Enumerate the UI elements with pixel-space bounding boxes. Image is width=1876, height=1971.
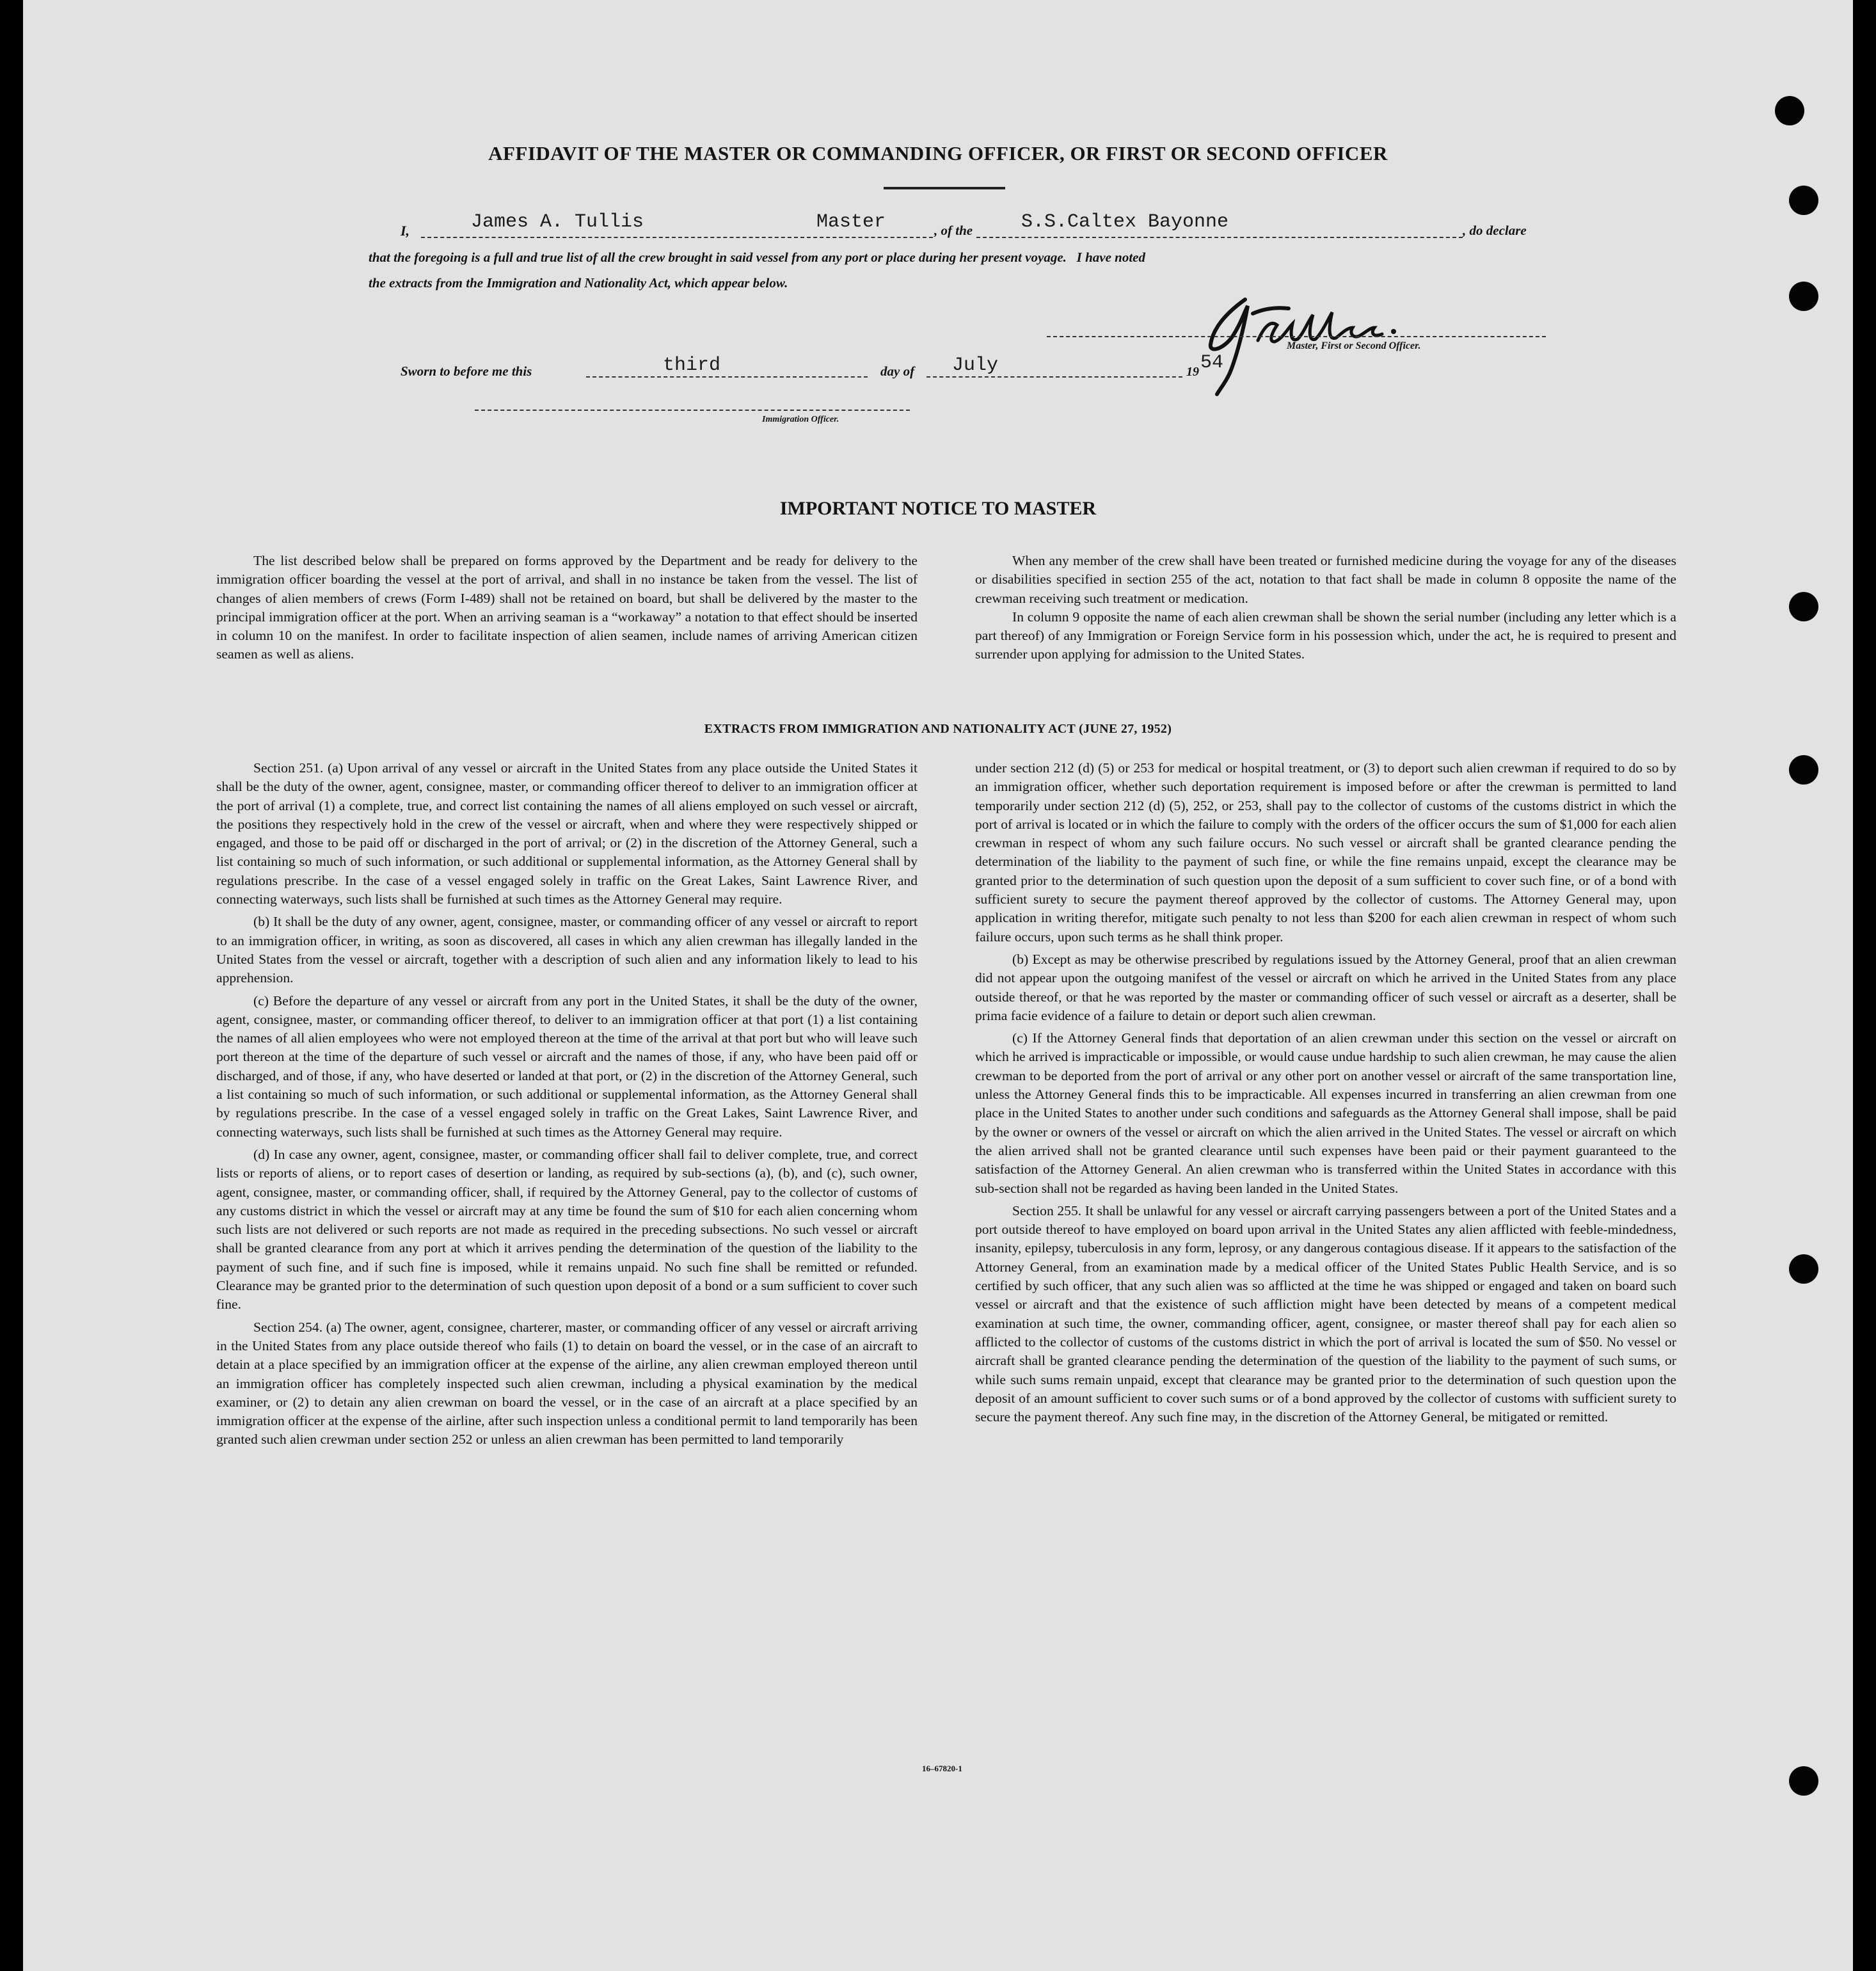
section-254-a: Section 254. (a) The owner, agent, consignee, charterer, master, or commanding officer of any vessel or aircraft arriving in the United States from any place outside thereof who fails (1) to detain on board the vessel, or in the case of an aircraft to detain at a place specified by an immigration officer at the expense of the airline, any alien crewman employed thereon until an immigration officer has completely inspected such alien crewman, including a physical examination by the medical examiner, or (2) to detain any alien crewman on board the vessel, or in the case of an aircraft at a place specified by an immigration officer at the expense of the airline, after such inspection unless a conditional permit to land temporarily has been granted such alien crewman under section 252 or unless an alien crewman has been permitted to land temporarily [216, 1319, 918, 1448]
year-prefix: 19 [1186, 365, 1199, 379]
vessel-name: S.S.Caltex Bayonne [1021, 211, 1229, 233]
of-the-label: , of the [934, 223, 973, 238]
punch-hole [1775, 96, 1804, 125]
year-suffix: 54 [1200, 352, 1224, 374]
section-254-c: (c) If the Attorney General finds that deportation of an alien crewman under this section on the vessel or aircraft on which he arrived is impracticable or impossible, or would cause undue hardship to such alien crewman, he may cause the alien crewman to be deported from the port of arrival or any other port on another vessel or aircraft of the same transportation line, unless the Attorney General finds this to be impracticable. All expenses incurred in transferring an alien crewman from one place in the United States to another under such conditions and safeguards as the Attorney General shall impose, shall be paid by the owner or owners of the vessel or aircraft on which the alien arrived in the United States. The vessel or aircraft on which the alien arrived shall not be granted clearance until such expenses have been paid or their payment guaranteed to the satisfaction of the Attorney General. An alien crewman who is transferred within the United States in accordance with this sub-section shall not be regarded as having been landed in the United States. [975, 1030, 1676, 1196]
master-signature-line [1047, 336, 1546, 337]
sworn-label: Sworn to before me this [401, 363, 532, 379]
sworn-month: July [952, 355, 999, 376]
extracts-left-column [216, 759, 918, 1449]
immigration-officer-line [475, 410, 910, 411]
section-254-b: (b) Except as may be otherwise prescribed by regulations issued by the Attorney General, proof that an alien crewman did not appear upon the outgoing manifest of the vessel or aircraft on which he arrived in the United States from any place outside thereof, or that he was reported by the master or commanding officer of such vessel or aircraft as a deserter, shall be prima facie evidence of a failure to detain or deport such alien crewman. [975, 951, 1676, 1023]
punch-hole [1789, 282, 1818, 311]
do-declare-label: , do declare [1463, 223, 1527, 238]
master-name: James A. Tullis [471, 211, 644, 233]
extracts-title: EXTRACTS FROM IMMIGRATION AND NATIONALITY ACT (JUNE 27, 1952) [704, 722, 1172, 736]
punch-hole [1789, 592, 1818, 621]
vessel-line [976, 237, 1463, 238]
master-rank: Master [816, 211, 886, 233]
notice-left-paragraph: The list described below shall be prepared on forms approved by the Department and be ready for delivery to the immigration officer boarding the vessel at the port of arrival, and shall in no instance be taken from the vessel. The list of changes of alien members of crews (Form I-489) shall not be retained on board, but shall be delivered by the master to the principal immigration officer at the port. When an arriving seaman is a “workaway” a notation to that effect should be inserted in column 10 on the manifest. In order to facilitate inspection of alien seamen, include names of arriving American citizen seamen as well as aliens. [216, 553, 918, 662]
day-of-label: day of [880, 363, 915, 379]
section-251-c: (c) Before the departure of any vessel or aircraft from any port in the United States, it shall be the duty of the owner, agent, consignee, master, or commanding officer thereof, to deliver to an immigration officer at that port (1) a list containing the names of all alien employees who were not employed thereon at the time of the arrival at that port but who will leave such port thereon at the time of the departure of such vessel or aircraft and the names of those, if any, who have been paid off or discharged, and of those, if any, who have deserted or landed at that port, or (2) in the discretion of the Attorney General, such a list containing so much of such information, or such additional or supplemental information, as the Attorney General shall by regulations prescribe. In the case of a vessel engaged solely in traffic on the Great Lakes, Saint Lawrence River, and connecting waterways, such lists shall be furnished at such times as the Attorney General may require. [216, 993, 918, 1140]
section-255: Section 255. It shall be unlawful for any vessel or aircraft carrying passengers between a port of the United States and a port outside thereof to have employed on board upon arrival in the United States any alien afflicted with feeble-mindedness, insanity, epilepsy, tuberculosis in any form, leprosy, or any dangerous contagious disease. If it appears to the satisfaction of the Attorney General, from an examination made by a medical officer of the United States Public Health Service, and is so certified by such officer, that any such alien was so afflicted at the time he was shipped or engaged and taken on board such vessel or aircraft and that the existence of such affliction might have been detected by means of a competent medical examination at such time, the owner, commanding officer, agent, consignee, or master thereof shall pay for each alien so afflicted to the collector of customs of the customs district in which the port of arrival is located the sum of $50. No vessel or aircraft shall be granted clearance pending the determination of the question of the liability to the payment of such sums, or while such sums remain unpaid, except that clearance may be granted prior to the determination of such question upon the deposit of an amount sufficient to cover such sums or of a bond approved by the collector of customs with sufficient surety to secure the payment thereof. Any such fine may, in the discretion of the Attorney General, be mitigated or remitted. [975, 1202, 1676, 1425]
punch-hole [1789, 1766, 1818, 1796]
notice-title: IMPORTANT NOTICE TO MASTER [779, 498, 1097, 519]
section-251-b: (b) It shall be the duty of any owner, agent, consignee, master, or commanding officer of any vessel or aircraft to report to an immigration officer, in writing, as soon as discovered, all cases in which any alien crewman has illegally landed in the United States from the vessel or aircraft, together with a description of such alien and any information likely to lead to his apprehension. [216, 914, 918, 986]
sworn-month-line [926, 376, 1182, 378]
section-251-a: Section 251. (a) Upon arrival of any vessel or aircraft in the United States from any place outside the United States it shall be the duty of the owner, agent, consignee, master, or commanding officer thereof to deliver to an immigration officer at the port of arrival (1) a complete, true, and correct list containing the names of all aliens employed on such vessel or aircraft, the positions they respectively hold in the crew of the vessel or aircraft, when and where they were respectively shipped or engaged, and those to be paid off or discharged in the port of arrival; or (2) in the discretion of the Attorney General, such a list containing so much of such information, or such additional or supplemental information, as the Attorney General shall by regulations prescribe. In the case of a vessel engaged solely in traffic on the Great Lakes, Saint Lawrence River, and connecting waterways, such lists shall be furnished at such times as the Attorney General may require. [216, 760, 918, 907]
title-divider [884, 187, 1005, 189]
notice-right-column [975, 552, 1676, 664]
declaration-line-1: that the foregoing is a full and true list of all the crew brought in said vessel from any port or place during her present voyage. I have noted [369, 250, 1145, 265]
declaration-line-2: the extracts from the Immigration and Nationality Act, which appear below. [369, 275, 788, 291]
extracts-right-column [975, 759, 1676, 1426]
officer-caption: Immigration Officer. [762, 415, 839, 424]
master-caption: Master, First or Second Officer. [1287, 340, 1421, 351]
punch-hole [1789, 186, 1818, 215]
notice-left-column [216, 552, 918, 664]
sworn-day: third [663, 355, 721, 376]
name-line [421, 237, 933, 238]
section-251-d: (d) In case any owner, agent, consignee, master, or commanding officer shall fail to deliver complete, true, and correct lists or reports of aliens, or to report cases of desertion or landing, as required by sub-sections (a), (b), and (c), such owner, agent, consignee, master, or commanding officer, shall, if required by the Attorney General, pay to the collector of customs of any customs district in which the vessel or aircraft may at any time be found the sum of $10 for each alien concerning whom such lists are not delivered or such reports are not made as required in the preceding subsections. No such vessel or aircraft shall be granted clearance from any port at which it arrives pending the determination of the question of the liability to the payment of such fine, and if such fine is imposed, while it remains unpaid. No such fine shall be remitted or refunded. Clearance may be granted prior to the determination of such question upon deposit of a bond or a sum sufficient to cover such fine. [216, 1146, 918, 1313]
section-254-a-continued: under section 212 (d) (5) or 253 for medical or hospital treatment, or (3) to deport such alien crewman if required to do so by an immigration officer, whether such deportation requirement is imposed before or after the crewman is permitted to land temporarily under section 212 (d) (5), 252, or 253, shall pay to the collector of customs of the customs district in which the port of arrival is located or in which the failure to comply with the orders of the officer occurs the sum of $1,000 for each alien crewman in respect of whom any such failure occurs. No such vessel or aircraft shall be granted clearance pending the determination of the liability to the payment of such fine, or while the fine remains unpaid, except the clearance may be granted prior to the determination of such question upon the deposit of a sum sufficient to cover such fine, or of a bond with sufficient surety to secure the payment thereof approved by the collector of customs. The Attorney General may, upon application in writing therefor, mitigate such penalty to not less than $200 for each alien crewman in respect of whom such failure occurs, upon such terms as he shall think proper. [975, 760, 1676, 945]
notice-right-paragraph-1: When any member of the crew shall have been treated or furnished medicine during the voyage for any of the diseases or disabilities specified in section 255 of the act, notation to that fact shall be made in column 8 opposite the name of the crewman receiving such treatment or medication. [975, 553, 1676, 606]
affidavit-title: AFFIDAVIT OF THE MASTER OR COMMANDING OFFICER, OR FIRST OR SECOND OFFICER [488, 142, 1388, 164]
document-page [23, 0, 1853, 1971]
i-label: I, [401, 223, 410, 239]
notice-right-paragraph-2: In column 9 opposite the name of each alien crewman shall be shown the serial number (including any letter which is a part thereof) of any Immigration or Foreign Service form in his possession which, under the act, he is required to present and surrender upon applying for admission to the United States. [975, 609, 1676, 662]
punch-hole [1789, 1254, 1818, 1284]
form-number: 16–67820-1 [922, 1764, 962, 1773]
sworn-day-line [586, 376, 868, 378]
punch-hole [1789, 755, 1818, 785]
